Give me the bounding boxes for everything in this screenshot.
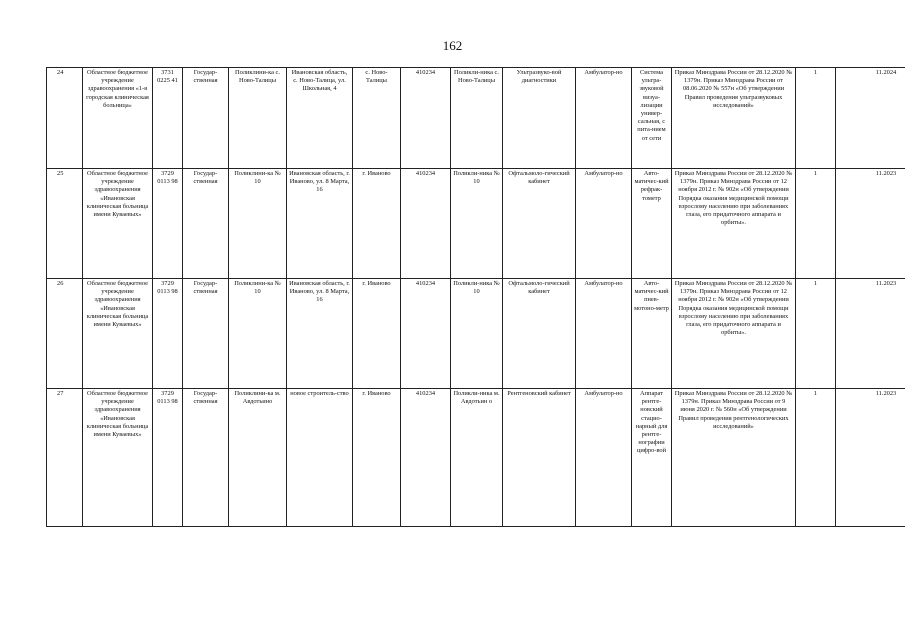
- equipment-cell: Авто-матичес-кий пнев-мотоно-метр: [632, 279, 672, 389]
- department-cell: Поликли-ника м. Авдотьин о: [451, 389, 503, 527]
- care-cell: Амбулатор-но: [576, 389, 632, 527]
- locality-cell: г. Иваново: [353, 279, 401, 389]
- institution-cell: Областное бюджетное учреждение здравоохранения «Ивановская клиническая больница имени Куваевых»: [83, 279, 153, 389]
- table-row: [47, 68, 905, 169]
- ownership-cell: Государ-ственная: [183, 389, 229, 527]
- address-cell: Ивановская область, г. Иваново, ул. 8 Марта, 16: [287, 279, 353, 389]
- ownership-cell: Государ-ственная: [183, 279, 229, 389]
- order-cell: Приказ Минздрава России от 28.12.2020 № 1379н. Приказ Минздрава России от 08.06.2020 № 557н «Об утверждении Правил проведения ультразвуковых исследований»: [672, 68, 796, 169]
- date-cell: 11.2024: [836, 68, 905, 169]
- row-number: 26: [47, 279, 83, 389]
- room-cell: Ультразвуко-вой диагностики: [503, 68, 576, 169]
- table-row: [47, 169, 905, 279]
- locality-cell: с. Ново-Талицы: [353, 68, 401, 169]
- care-cell: Амбулатор-но: [576, 68, 632, 169]
- index-cell: 410234: [401, 169, 451, 279]
- locality-cell: г. Иваново: [353, 169, 401, 279]
- department-cell: Поликли-ника с. Ново-Талицы: [451, 68, 503, 169]
- institution-cell: Областное бюджетное учреждение здравоохранения «Ивановская клиническая больница имени Куваевых»: [83, 169, 153, 279]
- address-cell: Ивановская область, г. Иваново, ул. 8 Марта, 16: [287, 169, 353, 279]
- code-cell: 3731 0225 41: [153, 68, 183, 169]
- date-cell: 11.2023: [836, 169, 905, 279]
- equipment-cell: Система ультра-звуковой визуа-лизации универ-сальная, с пита-нием от сети: [632, 68, 672, 169]
- index-cell: 410234: [401, 68, 451, 169]
- institution-cell: Областное бюджетное учреждение здравоохранения «1-я городская клиническая больница»: [83, 68, 153, 169]
- code-cell: 3729 0113 98: [153, 169, 183, 279]
- room-cell: Рентгеновский кабинет: [503, 389, 576, 527]
- date-cell: 11.2023: [836, 279, 905, 389]
- unit-cell: Поликлини-ка с. Ново-Талицы: [229, 68, 287, 169]
- row-number: 25: [47, 169, 83, 279]
- table-row: [47, 279, 905, 389]
- unit-cell: Поликлини-ка м. Авдотьино: [229, 389, 287, 527]
- ownership-cell: Государ-ственная: [183, 169, 229, 279]
- ownership-cell: Государ-ственная: [183, 68, 229, 169]
- page-number: 162: [442, 38, 463, 53]
- quantity-cell: 1: [796, 389, 836, 527]
- quantity-cell: 1: [796, 68, 836, 169]
- locality-cell: г. Иваново: [353, 389, 401, 527]
- equipment-cell: Авто-матичес-кий рефрак-тометр: [632, 169, 672, 279]
- department-cell: Поликли-ника № 10: [451, 279, 503, 389]
- index-cell: 410234: [401, 279, 451, 389]
- department-cell: Поликли-ника № 10: [451, 169, 503, 279]
- order-cell: Приказ Минздрава России от 28.12.2020 № 1379н. Приказ Минздрава России от 12 ноября 2012 г. № 902н «Об утверждении Порядка оказания медицинской помощи взрослому населению при заболеваниях глаза, его придаточного аппарата и орбиты».: [672, 169, 796, 279]
- unit-cell: Поликлини-ка № 10: [229, 169, 287, 279]
- index-cell: 410234: [401, 389, 451, 527]
- table-row: [47, 389, 905, 527]
- order-cell: Приказ Минздрава России от 28.12.2020 № 1379н. Приказ Минздрава России от 12 ноября 2012 г. № 902н «Об утверждении Порядка оказания медицинской помощи взрослому населению при заболеваниях глаза, его придаточного аппарата и орбиты».: [672, 279, 796, 389]
- institution-cell: Областное бюджетное учреждение здравоохранения «Ивановская клиническая больница имени Куваевых»: [83, 389, 153, 527]
- code-cell: 3729 0113 98: [153, 279, 183, 389]
- address-cell: Ивановская область, с. Ново-Талица, ул. Школьная, 4: [287, 68, 353, 169]
- date-cell: 11.2023: [836, 389, 905, 527]
- row-number: 24: [47, 68, 83, 169]
- care-cell: Амбулатор-но: [576, 279, 632, 389]
- code-cell: 3729 0113 98: [153, 389, 183, 527]
- row-number: 27: [47, 389, 83, 527]
- unit-cell: Поликлини-ка № 10: [229, 279, 287, 389]
- equipment-cell: Аппарат рентге-новский стацио-нарный для рентге-нографии цифро-вой: [632, 389, 672, 527]
- care-cell: Амбулатор-но: [576, 169, 632, 279]
- address-cell: новое строитель-ство: [287, 389, 353, 527]
- quantity-cell: 1: [796, 169, 836, 279]
- order-cell: Приказ Минздрава России от 28.12.2020 № 1379н. Приказ Минздрава России от 9 июня 2020 г. № 560н «Об утверждении Правил проведения рентгенологических исследований»: [672, 389, 796, 527]
- room-cell: Офтальмоло-гический кабинет: [503, 169, 576, 279]
- quantity-cell: 1: [796, 279, 836, 389]
- room-cell: Офтальмоло-гический кабинет: [503, 279, 576, 389]
- equipment-register-table: [46, 67, 905, 527]
